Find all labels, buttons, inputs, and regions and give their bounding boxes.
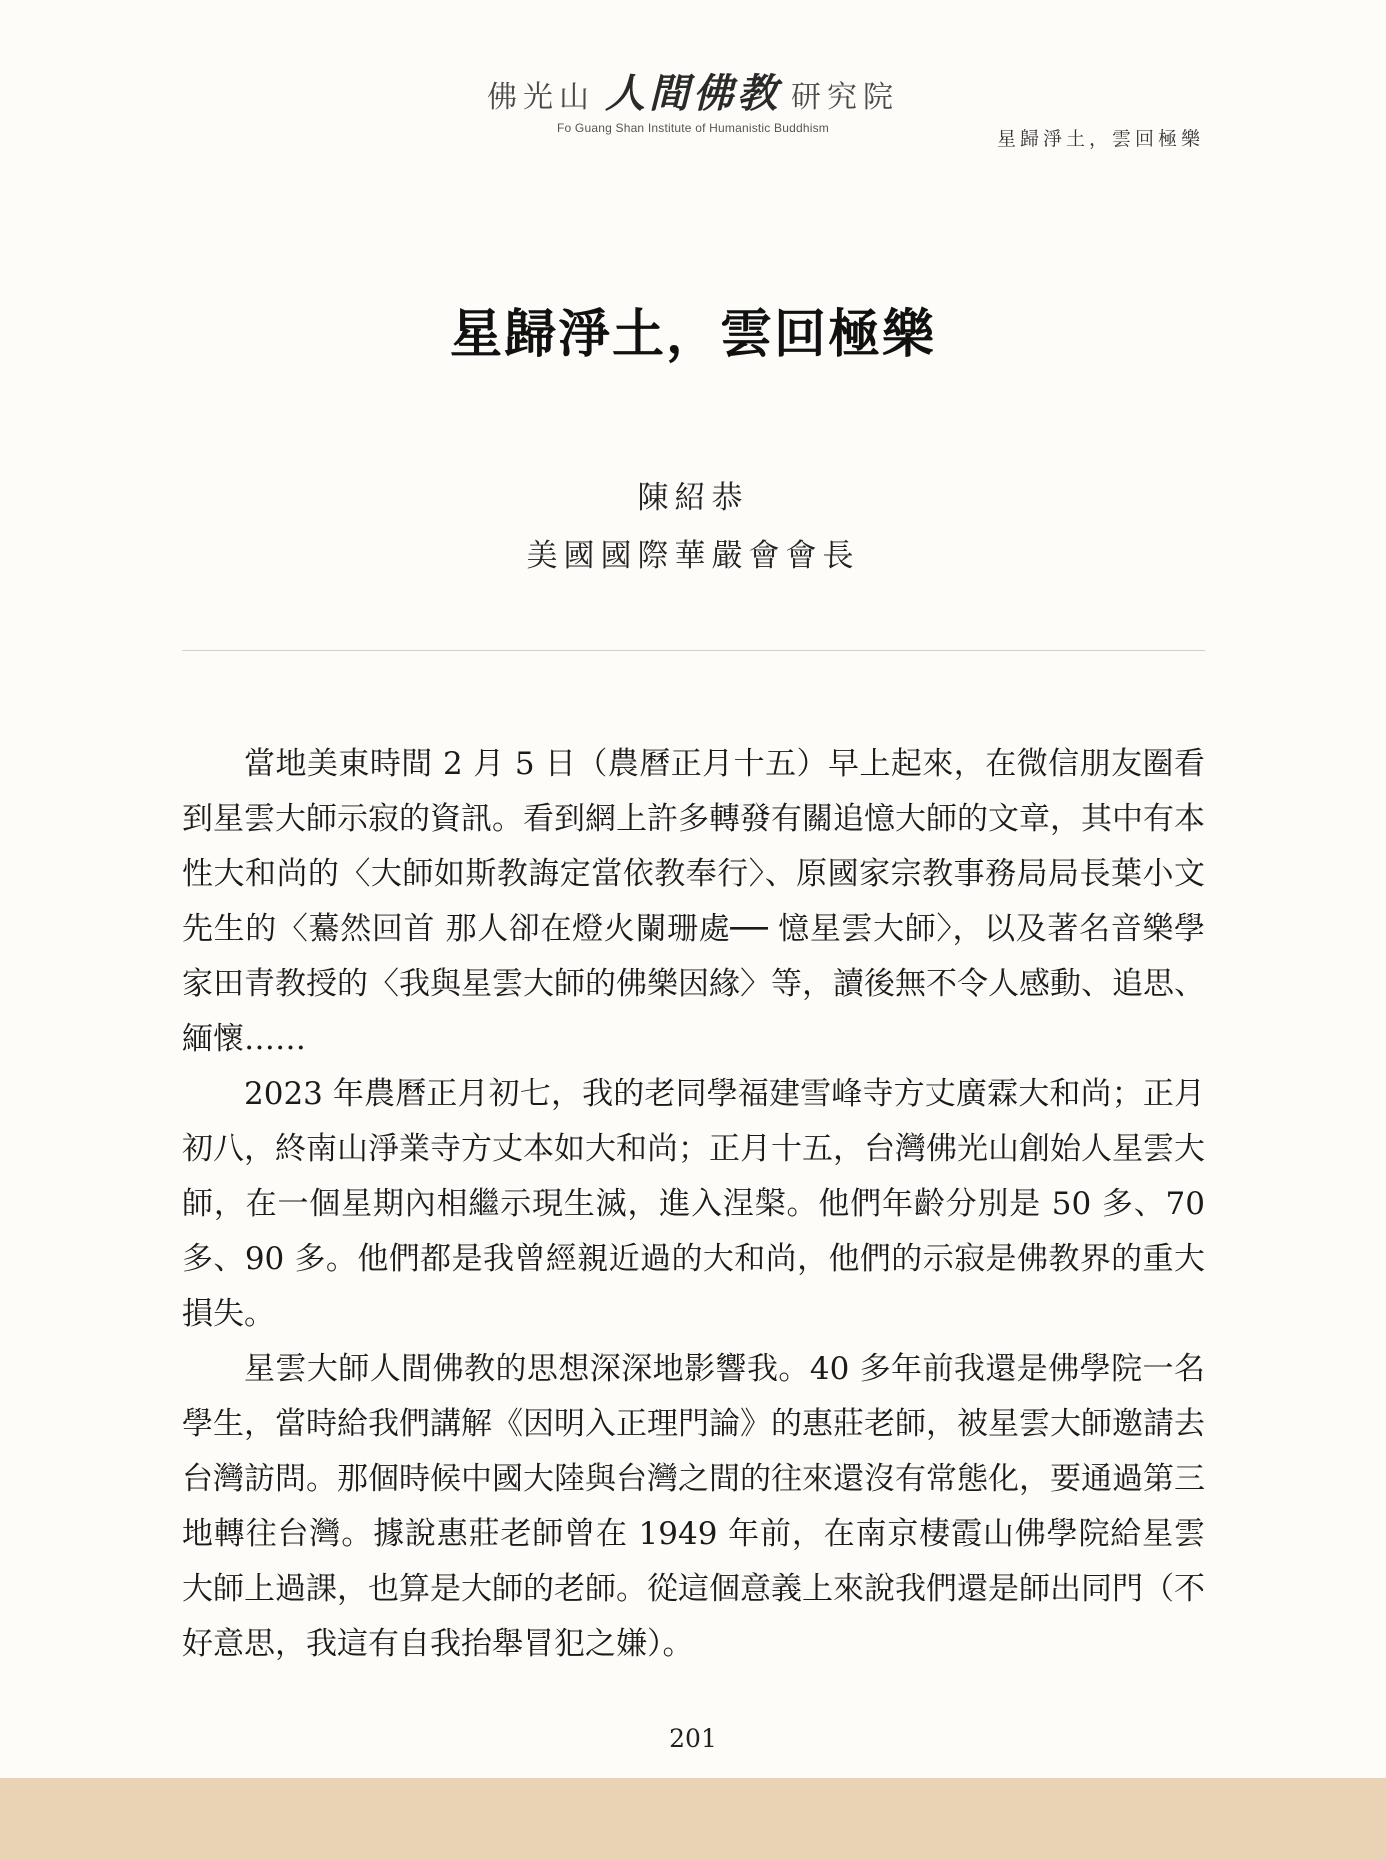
body-paragraph: 星雲大師人間佛教的思想深深地影響我。40 多年前我還是佛學院一名學生，當時給我們講解《因明入正理門論》的惠莊老師，被星雲大師邀請去台灣訪問。那個時候中國大陸與台灣之間的往來還沒有常態化，要通過第三地轉往台灣。據說惠莊老師曾在 1949 年前，在南京棲霞山佛學院給星雲大師上過課，也算是大師的老師。從這個意義上來說我們還是師出同門（不好意思，我這有自我抬舉冒犯之嫌）。 bbox=[182, 1351, 1205, 1662]
logo-english-text: Fo Guang Shan Institute of Humanistic Buddhism bbox=[556, 121, 829, 135]
logo-right-text: 研究院 bbox=[791, 80, 899, 115]
article-body bbox=[182, 737, 1205, 1672]
logo-left-text: 佛光山 bbox=[487, 80, 595, 115]
author-affiliation: 美國國際華嚴會會長 bbox=[526, 538, 860, 574]
article-title: 星歸淨土，雲回極樂 bbox=[449, 304, 936, 365]
logo-main-text: 人間佛教 bbox=[605, 70, 781, 117]
author-name: 陳紹恭 bbox=[637, 480, 749, 516]
logo-wordmark bbox=[487, 62, 899, 119]
page-number: 201 bbox=[669, 1724, 717, 1753]
body-paragraph: 2023 年農曆正月初七，我的老同學福建雪峰寺方丈廣霖大和尚；正月初八，終南山淨業寺方丈本如大和尚；正月十五，台灣佛光山創始人星雲大師，在一個星期內相繼示現生滅，進入涅槃。他們年齡分別是 50 多、70 多、90 多。他們都是我曾經親近過的大和尚，他們的示寂是佛教界的重大損失。 bbox=[182, 1076, 1205, 1332]
running-head: 星歸淨土，雲回極樂 bbox=[996, 128, 1204, 150]
footer-band bbox=[0, 1778, 1386, 1859]
divider-rule bbox=[182, 650, 1205, 651]
body-paragraph: 當地美東時間 2 月 5 日（農曆正月十五）早上起來，在微信朋友圈看到星雲大師示寂的資訊。看到網上許多轉發有關追憶大師的文章，其中有本性大和尚的〈大師如斯教誨定當依教奉行〉、原國家宗教事務局局長葉小文先生的〈驀然回首 那人卻在燈火闌珊處── 憶星雲大師〉，以及著名音樂學家田青教授的〈我與星雲大師的佛樂因緣〉等，讀後無不令人感動、追思、緬懷…… bbox=[182, 746, 1205, 1057]
